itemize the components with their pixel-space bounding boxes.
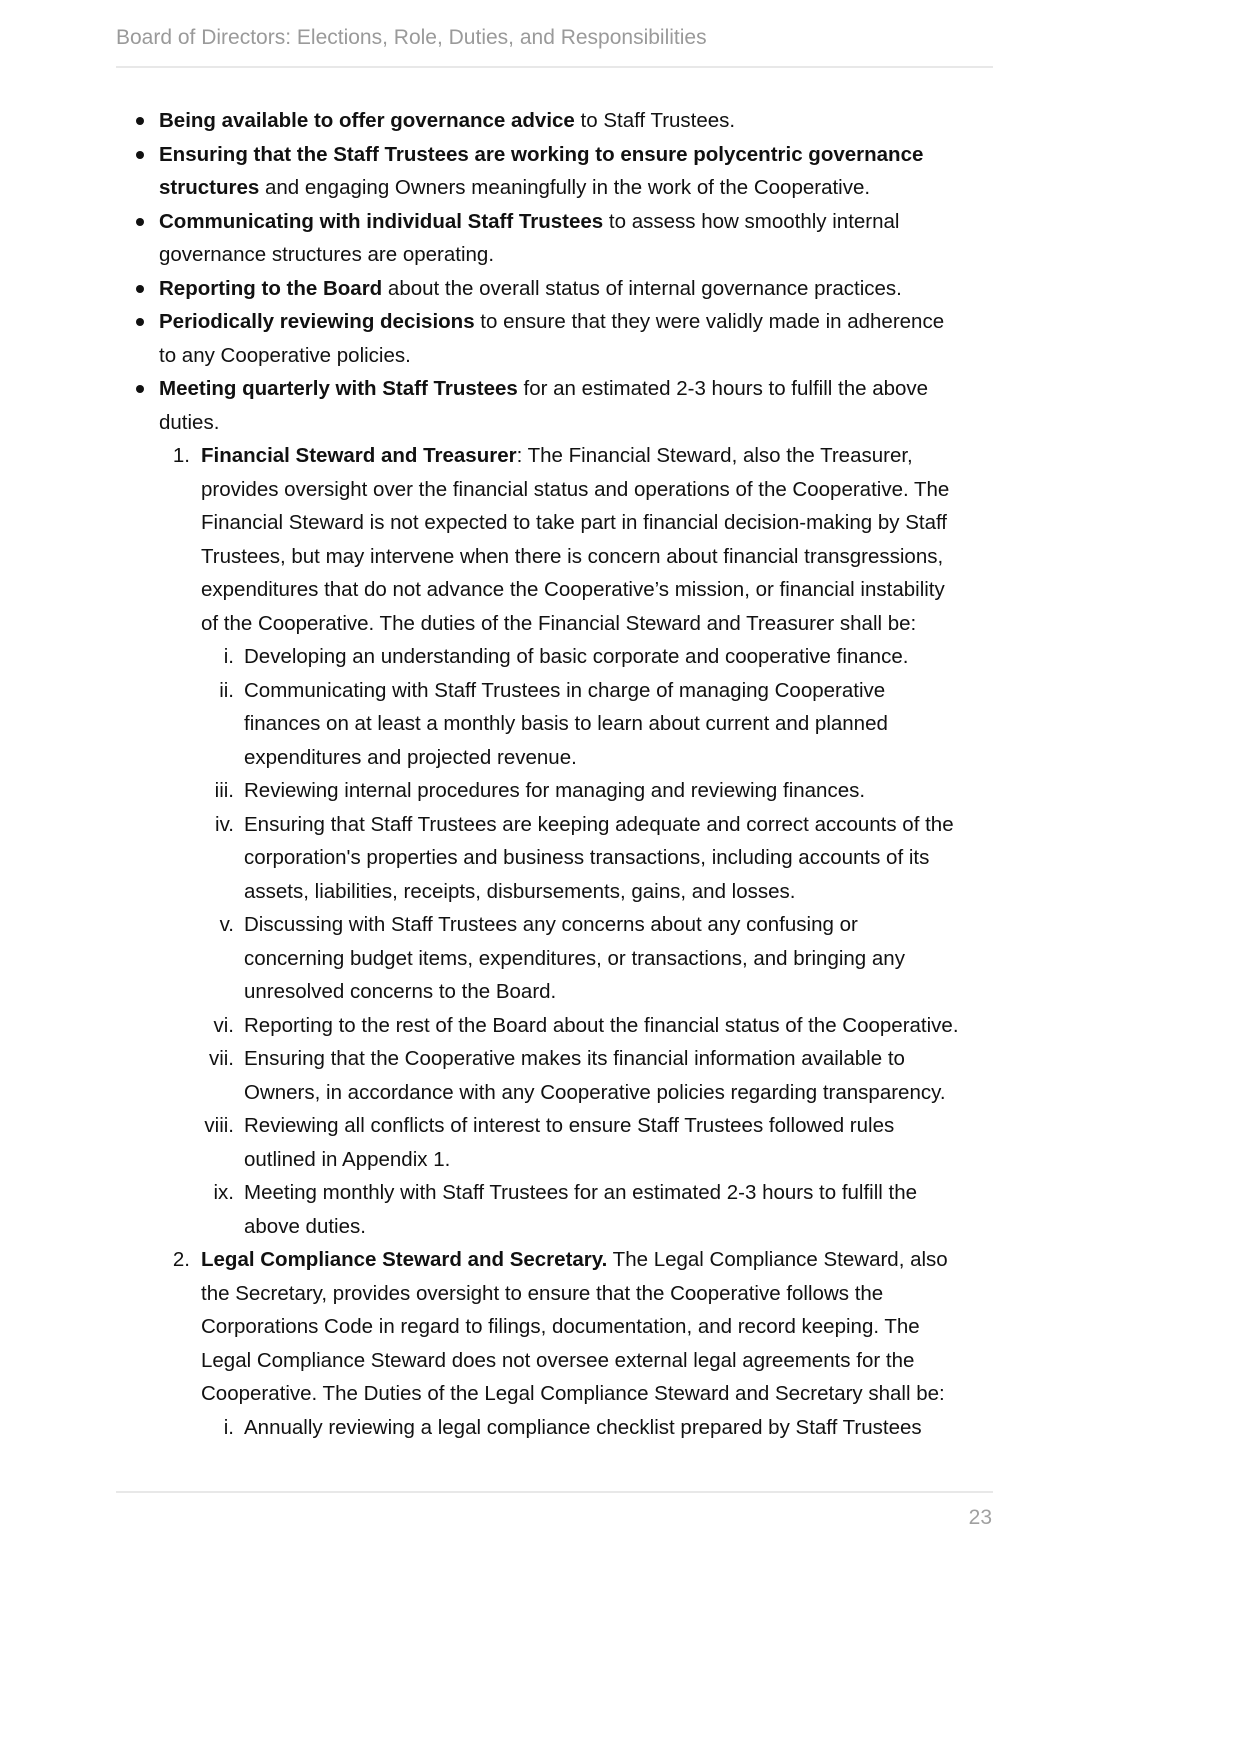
bullet-continuation [0,406,1239,440]
list-roman-numeral: iii. [214,779,234,802]
page-body [0,104,1239,1444]
item-continuation [0,741,1239,775]
item-text: concerning budget items, expenditures, or transactions, and bringing any [244,946,905,970]
paragraph-text: Trustees, but may intervene when there is concern about financial transgressions, [201,544,944,568]
paragraph-text: Cooperative. The Duties of the Legal Compliance Steward and Secretary shall be: [201,1382,945,1405]
item-continuation [0,942,1239,976]
bullet-icon [136,151,144,159]
bullet-lead: Meeting quarterly with Staff Trustees [159,377,518,400]
paragraph-text: The Legal Compliance Steward, also [607,1248,948,1271]
list-roman-numeral: iv. [215,812,234,836]
bullet-text: governance structures are operating. [159,243,495,266]
bullet-lead: Periodically reviewing decisions [159,310,475,333]
bullet-lead: Ensuring that the Staff Trustees are working to ensure polycentric governance [159,142,924,166]
item-text: unresolved concerns to the Board. [244,980,557,1003]
item-text: Ensuring that the Cooperative makes its financial information available to [244,1047,905,1070]
roman-item [0,808,1239,842]
list-roman-numeral: vii. [208,1047,234,1070]
item-text: Developing an understanding of basic corporate and cooperative finance. [244,645,909,668]
section-title: Legal Compliance Steward and Secretary. [201,1248,608,1271]
running-header: Board of Directors: Elections, Role, Duties, and Responsibilities [116,26,707,49]
paragraph-line [0,1277,1239,1311]
bullet-text: to ensure that they were validly made in adherence [474,310,945,333]
bullet-icon [136,385,144,393]
roman-item [0,1411,1239,1445]
item-continuation [0,975,1239,1009]
list-roman-numeral: ii. [219,678,234,702]
list-roman-numeral: v. [219,913,234,936]
bullet-item [0,205,1239,239]
footer-divider [116,1491,993,1493]
roman-item [0,1176,1239,1210]
paragraph-text: provides oversight over the financial status and operations of the Cooperative. The [201,477,950,501]
item-text: Discussing with Staff Trustees any concerns about any confusing or [244,913,858,936]
bullet-item [0,372,1239,406]
item-text: Owners, in accordance with any Cooperative policies regarding transparency. [244,1080,946,1104]
roman-item [0,640,1239,674]
bullet-icon [136,318,144,326]
paragraph-line [0,1344,1239,1378]
paragraph-text: Financial Steward is not expected to take part in financial decision-making by Staff [201,511,947,534]
paragraph-line [0,607,1239,641]
bullet-lead: structures [159,176,260,199]
paragraph-line [0,540,1239,574]
paragraph-line [0,1377,1239,1411]
bullet-icon [136,285,144,293]
paragraph-text: the Secretary, provides oversight to ensure that the Cooperative follows the [201,1281,884,1305]
item-text: Annually reviewing a legal compliance checklist prepared by Staff Trustees [244,1415,922,1439]
item-text: above duties. [244,1214,366,1238]
roman-item [0,774,1239,808]
page-number: 23 [968,1506,992,1529]
paragraph-text: : The Financial Steward, also the Treasurer, [516,444,913,467]
bullet-text: duties. [159,410,220,434]
roman-item [0,1009,1239,1043]
bullet-icon [136,218,144,226]
item-text: expenditures and projected revenue. [244,745,577,769]
item-continuation [0,1076,1239,1110]
bullet-icon [136,117,144,125]
item-text: Reviewing internal procedures for managing and reviewing finances. [244,779,866,802]
paragraph-text: Legal Compliance Steward does not oversee external legal agreements for the [201,1348,915,1372]
bullet-text: to any Cooperative policies. [159,343,411,367]
item-continuation [0,841,1239,875]
bullet-text: to Staff Trustees. [574,109,736,132]
item-text: finances on at least a monthly basis to learn about current and planned [244,712,888,735]
paragraph-text: of the Cooperative. The duties of the Financial Steward and Treasurer shall be: [201,611,917,635]
item-text: assets, liabilities, receipts, disbursements, gains, and losses. [244,879,796,903]
roman-item [0,1109,1239,1143]
item-continuation [0,1143,1239,1177]
paragraph-text: expenditures that do not advance the Cooperative’s mission, or financial instability [201,578,945,601]
item-text: corporation's properties and business transactions, including accounts of its [244,846,930,869]
section-title: Financial Steward and Treasurer [201,444,517,467]
bullet-continuation [0,238,1239,272]
bullet-item [0,272,1239,306]
bullet-item [0,104,1239,138]
list-number: 1. [172,444,190,467]
item-continuation [0,1210,1239,1244]
roman-item [0,1042,1239,1076]
bullet-text: for an estimated 2-3 hours to fulfill the above [517,377,929,400]
list-roman-numeral: i. [223,1415,234,1439]
paragraph-line [0,573,1239,607]
list-roman-numeral: ix. [213,1181,234,1204]
bullet-lead: Reporting to the Board [159,276,383,300]
roman-item [0,908,1239,942]
list-roman-numeral: vi. [213,1013,234,1037]
header-divider [116,66,993,68]
item-continuation [0,875,1239,909]
item-text: outlined in Appendix 1. [244,1147,451,1171]
paragraph-text: Corporations Code in regard to filings, documentation, and record keeping. The [201,1315,920,1338]
roman-item [0,674,1239,708]
bullet-item [0,305,1239,339]
bullet-text: to assess how smoothly internal [603,209,900,233]
item-continuation [0,707,1239,741]
item-text: Communicating with Staff Trustees in charge of managing Cooperative [244,678,886,702]
bullet-text: about the overall status of internal governance practices. [382,276,902,300]
bullet-continuation [0,339,1239,373]
paragraph-line [0,506,1239,540]
item-text: Reporting to the rest of the Board about the financial status of the Cooperative. [244,1013,959,1037]
item-text: Meeting monthly with Staff Trustees for an estimated 2-3 hours to fulfill the [244,1181,918,1204]
item-text: Reviewing all conflicts of interest to ensure Staff Trustees followed rules [244,1114,895,1137]
bullet-lead: Being available to offer governance advice [159,109,575,132]
bullet-item [0,138,1239,172]
paragraph-line [0,473,1239,507]
numbered-item [0,439,1239,473]
bullet-continuation [0,171,1239,205]
list-roman-numeral: viii. [204,1114,234,1137]
list-roman-numeral: i. [223,645,234,668]
item-text: Ensuring that Staff Trustees are keeping adequate and correct accounts of the [244,812,954,836]
bullet-text: and engaging Owners meaningfully in the work of the Cooperative. [259,176,871,199]
numbered-item [0,1243,1239,1277]
bullet-lead: Communicating with individual Staff Trustees [159,209,604,233]
list-number: 2. [172,1248,190,1271]
paragraph-line [0,1310,1239,1344]
